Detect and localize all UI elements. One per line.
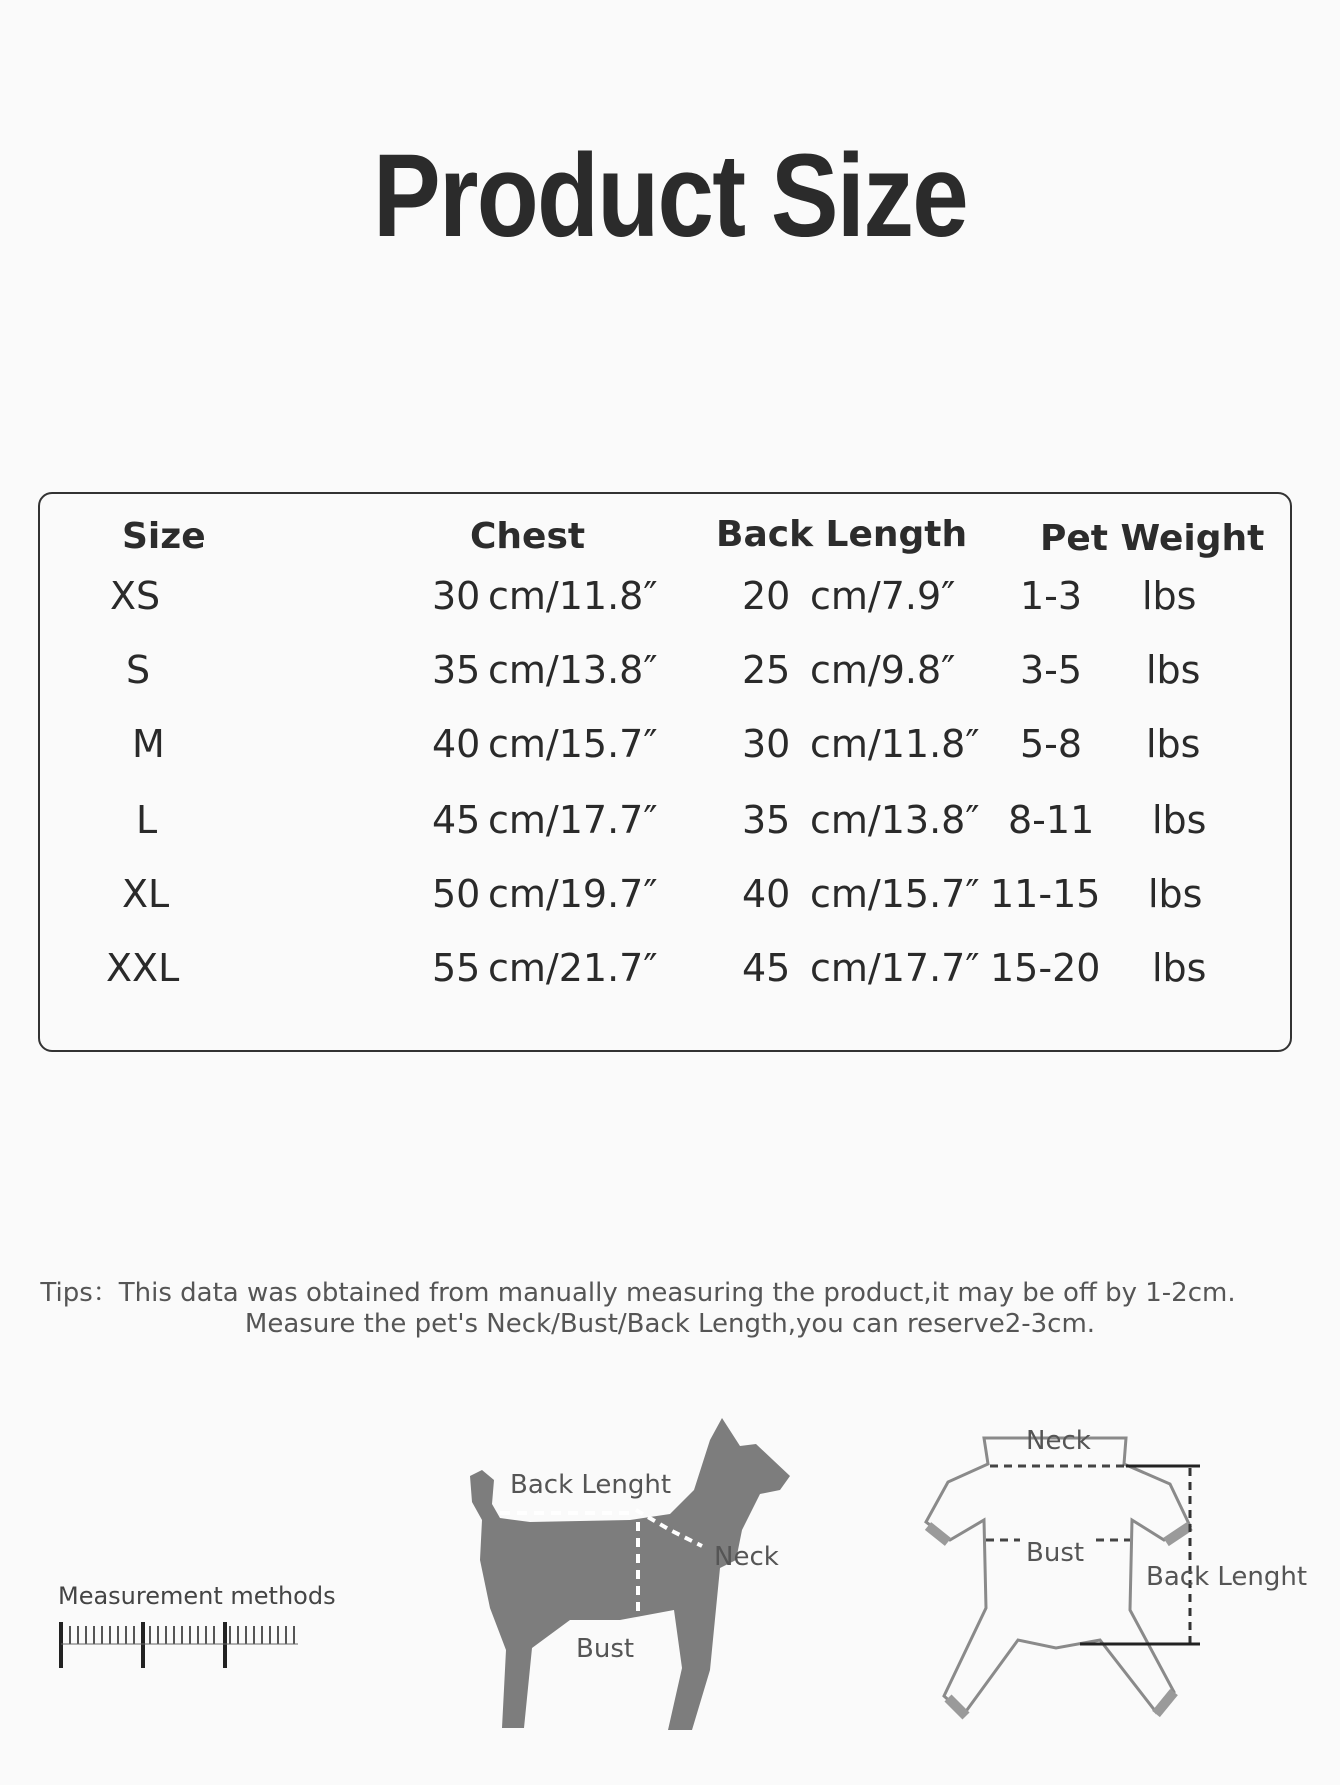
tips-line-2: Measure the pet's Neck/Bust/Back Length,you can reserve2-3cm. [244, 1309, 1096, 1339]
weight-unit-cell: lbs [1146, 648, 1201, 692]
size-cell: S [126, 648, 151, 692]
back-in-cell: cm/17.7″ [810, 946, 980, 990]
ruler-icon [58, 1622, 308, 1672]
header-size: Size [122, 516, 206, 557]
back-in-cell: cm/11.8″ [810, 722, 980, 766]
measurement-methods-label: Measurement methods [58, 1582, 336, 1610]
chest-cm-cell: 45 [432, 798, 481, 842]
size-cell: XS [110, 574, 161, 618]
back-cm-cell: 35 [742, 798, 791, 842]
chest-in-cell: cm/21.7″ [488, 946, 658, 990]
weight-unit-cell: lbs [1152, 946, 1207, 990]
dog-back-length-label: Back Lenght [510, 1470, 672, 1500]
weight-cell: 3-5 [1020, 648, 1083, 692]
back-in-cell: cm/15.7″ [810, 872, 980, 916]
tips-text [0, 1278, 1340, 1340]
size-cell: M [132, 722, 165, 766]
dog-neck-label: Neck [714, 1542, 779, 1572]
chest-cm-cell: 35 [432, 648, 481, 692]
chest-in-cell: cm/17.7″ [488, 798, 658, 842]
chest-in-cell: cm/19.7″ [488, 872, 658, 916]
shirt-neck-label: Neck [1026, 1426, 1091, 1456]
page-title: Product Size [373, 130, 967, 262]
weight-cell: 8-11 [1008, 798, 1095, 842]
chest-cm-cell: 50 [432, 872, 481, 916]
weight-cell: 15-20 [990, 946, 1101, 990]
header-pet-weight: Pet Weight [1040, 518, 1265, 559]
back-in-cell: cm/9.8″ [810, 648, 956, 692]
dog-bust-label: Bust [576, 1634, 635, 1664]
tips-line-1: Tips：This data was obtained from manually measuring the product,it may be off by 1-2cm. [40, 1278, 1236, 1308]
weight-unit-cell: lbs [1148, 872, 1203, 916]
header-chest: Chest [470, 516, 586, 557]
back-cm-cell: 45 [742, 946, 791, 990]
size-cell: L [136, 798, 158, 842]
chest-cm-cell: 55 [432, 946, 481, 990]
size-table [38, 492, 1292, 1052]
chest-cm-cell: 30 [432, 574, 481, 618]
header-back-length: Back Length [716, 514, 968, 555]
weight-unit-cell: lbs [1146, 722, 1201, 766]
weight-cell: 11-15 [990, 872, 1101, 916]
weight-unit-cell: lbs [1152, 798, 1207, 842]
back-cm-cell: 40 [742, 872, 791, 916]
chest-in-cell: cm/11.8″ [488, 574, 658, 618]
size-cell: XL [122, 872, 170, 916]
weight-cell: 1-3 [1020, 574, 1083, 618]
back-cm-cell: 25 [742, 648, 791, 692]
weight-unit-cell: lbs [1142, 574, 1197, 618]
shirt-bust-label: Bust [1026, 1538, 1085, 1568]
size-cell: XXL [106, 946, 180, 990]
chest-in-cell: cm/15.7″ [488, 722, 658, 766]
back-cm-cell: 30 [742, 722, 791, 766]
back-cm-cell: 20 [742, 574, 791, 618]
shirt-back-length-label: Back Lenght [1146, 1562, 1308, 1592]
dog-silhouette-icon [460, 1410, 800, 1740]
weight-cell: 5-8 [1020, 722, 1083, 766]
back-in-cell: cm/7.9″ [810, 574, 956, 618]
chest-cm-cell: 40 [432, 722, 481, 766]
chest-in-cell: cm/13.8″ [488, 648, 658, 692]
back-in-cell: cm/13.8″ [810, 798, 980, 842]
